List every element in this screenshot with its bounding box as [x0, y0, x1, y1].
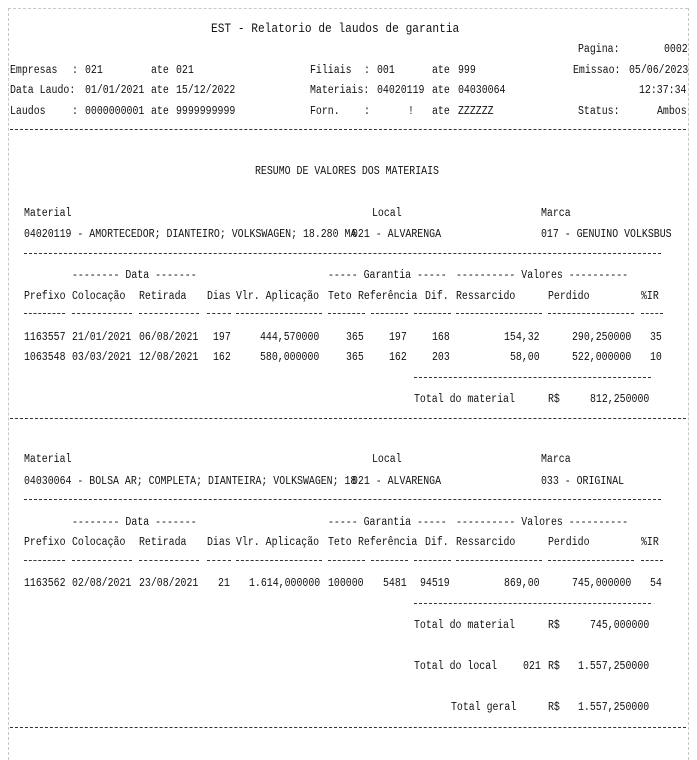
col-colocacao: Colocação	[72, 290, 126, 303]
col-underline	[139, 560, 199, 561]
cell-teto: 365	[346, 351, 364, 364]
col-underline	[641, 560, 663, 561]
cell-colocacao: 21/01/2021	[72, 331, 132, 344]
total-local-code: 021	[523, 660, 541, 673]
cell-ir: 10	[650, 351, 662, 364]
empresas-from: 021	[85, 64, 103, 77]
ate-label: ate	[432, 84, 450, 97]
col-underline	[139, 313, 199, 314]
col-underline	[414, 560, 451, 561]
footer-separator	[10, 727, 686, 728]
empresas-to: 021	[176, 64, 194, 77]
laudos-to: 9999999999	[176, 105, 236, 118]
total-material-label: Total do material	[414, 393, 515, 406]
col-prefixo: Prefixo	[24, 290, 66, 303]
data-laudo-from: 01/01/2021	[85, 84, 145, 97]
cell-dif: 168	[432, 331, 450, 344]
cell-perdido: 745,000000	[572, 577, 632, 590]
material-label: Material	[24, 453, 72, 466]
col-perdido: Perdido	[548, 290, 590, 303]
col-underline	[24, 313, 65, 314]
col-ir: %IR	[641, 536, 659, 549]
marca-value: 017 - GENUINO VOLKSBUS	[541, 228, 672, 241]
material-label: Material	[24, 207, 72, 220]
col-underline	[328, 313, 365, 314]
col-underline	[207, 313, 231, 314]
cell-colocacao: 03/03/2021	[72, 351, 132, 364]
filiais-to: 999	[458, 64, 476, 77]
total-separator	[414, 377, 651, 378]
col-ressarcido: Ressarcido	[456, 290, 516, 303]
valores-group-header: ---------- Valores ----------	[456, 516, 629, 529]
cell-prefixo: 1163557	[24, 331, 66, 344]
cell-vlr: 1.614,000000	[249, 577, 321, 590]
colon: :	[364, 105, 370, 118]
report-title: EST - Relatorio de laudos de garantia	[211, 21, 460, 36]
total-separator	[414, 603, 651, 604]
marca-value: 033 - ORIGINAL	[541, 475, 625, 488]
emissao-label: Emissao:	[573, 64, 621, 77]
cell-prefixo: 1163562	[24, 577, 66, 590]
material-separator	[10, 418, 686, 419]
cell-retirada: 23/08/2021	[139, 577, 199, 590]
col-underline	[548, 313, 634, 314]
col-vlr-aplicacao: Vlr. Aplicação	[236, 536, 320, 549]
col-underline	[24, 560, 65, 561]
cell-teto: 365	[346, 331, 364, 344]
col-teto: Teto	[328, 290, 352, 303]
col-referencia: Referência	[358, 536, 418, 549]
currency-label: R$	[548, 660, 560, 673]
page-border-right	[688, 8, 689, 760]
header-separator	[10, 129, 686, 130]
ate-label: ate	[432, 64, 450, 77]
currency-label: R$	[548, 701, 560, 714]
col-referencia: Referência	[358, 290, 418, 303]
status-value: Ambos	[657, 105, 687, 118]
total-local-value: 1.557,250000	[578, 660, 650, 673]
cell-dias: 162	[213, 351, 231, 364]
marca-label: Marca	[541, 207, 571, 220]
col-teto: Teto	[328, 536, 352, 549]
forn-to: ZZZZZZ	[458, 105, 494, 118]
col-underline	[548, 560, 634, 561]
cell-colocacao: 02/08/2021	[72, 577, 132, 590]
cell-ir: 54	[650, 577, 662, 590]
page-border-left	[8, 8, 9, 760]
total-geral-label: Total geral	[451, 701, 517, 714]
total-geral-value: 1.557,250000	[578, 701, 650, 714]
laudos-label: Laudos	[10, 105, 46, 118]
cell-ref: 5481	[383, 577, 407, 590]
cell-vlr: 444,570000	[260, 331, 320, 344]
marca-label: Marca	[541, 453, 571, 466]
col-underline	[72, 560, 132, 561]
col-underline	[641, 313, 663, 314]
col-ressarcido: Ressarcido	[456, 536, 516, 549]
col-underline	[72, 313, 132, 314]
cell-teto: 100000	[328, 577, 364, 590]
valores-group-header: ---------- Valores ----------	[456, 269, 629, 282]
ate-label: ate	[151, 105, 169, 118]
col-underline	[328, 560, 365, 561]
forn-label: Forn.	[310, 105, 340, 118]
data-group-header: -------- Data -------	[72, 269, 197, 282]
total-material-value: 745,000000	[590, 619, 650, 632]
col-dif: Dif.	[425, 536, 449, 549]
col-underline	[236, 560, 322, 561]
summary-title: RESUMO DE VALORES DOS MATERIAIS	[255, 165, 439, 178]
col-ir: %IR	[641, 290, 659, 303]
filiais-from: 001	[377, 64, 395, 77]
material-description: 04030064 - BOLSA AR; COMPLETA; DIANTEIRA; VOLKSWAGEN; 18	[24, 475, 357, 488]
data-group-header: -------- Data -------	[72, 516, 197, 529]
ate-label: ate	[151, 64, 169, 77]
local-value: 021 - ALVARENGA	[352, 475, 442, 488]
local-label: Local	[372, 207, 402, 220]
col-underline	[236, 313, 322, 314]
col-vlr-aplicacao: Vlr. Aplicação	[236, 290, 320, 303]
cell-perdido: 522,000000	[572, 351, 632, 364]
pagina-value: 0002	[664, 43, 688, 56]
cell-vlr: 580,000000	[260, 351, 320, 364]
section-separator	[24, 253, 661, 254]
total-local-label: Total do local	[414, 660, 498, 673]
local-value: 021 - ALVARENGA	[352, 228, 442, 241]
cell-ressarcido: 869,00	[504, 577, 540, 590]
emissao-value: 05/06/2023	[629, 64, 689, 77]
filiais-label: Filiais	[310, 64, 352, 77]
cell-retirada: 06/08/2021	[139, 331, 199, 344]
cell-retirada: 12/08/2021	[139, 351, 199, 364]
local-label: Local	[372, 453, 402, 466]
ate-label: ate	[151, 84, 169, 97]
empresas-label: Empresas	[10, 64, 58, 77]
col-perdido: Perdido	[548, 536, 590, 549]
col-underline	[414, 313, 451, 314]
col-prefixo: Prefixo	[24, 536, 66, 549]
data-laudo-to: 15/12/2022	[176, 84, 236, 97]
col-dif: Dif.	[425, 290, 449, 303]
colon: :	[72, 105, 78, 118]
garantia-group-header: ----- Garantia -----	[328, 269, 447, 282]
col-underline	[371, 313, 408, 314]
col-underline	[456, 560, 542, 561]
col-underline	[207, 560, 231, 561]
total-material-label: Total do material	[414, 619, 515, 632]
col-retirada: Retirada	[139, 290, 187, 303]
cell-dif: 203	[432, 351, 450, 364]
material-description: 04020119 - AMORTECEDOR; DIANTEIRO; VOLKSWAGEN; 18.280 MA	[24, 228, 357, 241]
col-retirada: Retirada	[139, 536, 187, 549]
currency-label: R$	[548, 619, 560, 632]
materiais-to: 04030064	[458, 84, 506, 97]
materiais-from: 04020119	[377, 84, 425, 97]
cell-dif: 94519	[420, 577, 450, 590]
col-dias: Dias	[207, 290, 231, 303]
cell-ressarcido: 154,32	[504, 331, 540, 344]
pagina-label: Pagina:	[578, 43, 620, 56]
col-colocacao: Colocação	[72, 536, 126, 549]
ate-label: ate	[432, 105, 450, 118]
cell-dias: 21	[218, 577, 230, 590]
currency-label: R$	[548, 393, 560, 406]
colon: :	[72, 64, 78, 77]
col-underline	[456, 313, 542, 314]
section-separator	[24, 499, 661, 500]
cell-dias: 197	[213, 331, 231, 344]
col-underline	[371, 560, 408, 561]
cell-ressarcido: 58,00	[510, 351, 540, 364]
forn-from: !	[408, 105, 414, 118]
laudos-from: 0000000001	[85, 105, 145, 118]
cell-ir: 35	[650, 331, 662, 344]
cell-ref: 162	[389, 351, 407, 364]
cell-perdido: 290,250000	[572, 331, 632, 344]
col-dias: Dias	[207, 536, 231, 549]
hora-value: 12:37:34	[639, 84, 687, 97]
materiais-label: Materiais:	[310, 84, 370, 97]
garantia-group-header: ----- Garantia -----	[328, 516, 447, 529]
colon: :	[364, 64, 370, 77]
cell-prefixo: 1063548	[24, 351, 66, 364]
data-laudo-label: Data Laudo:	[10, 84, 76, 97]
page-border-top	[8, 8, 688, 9]
status-label: Status:	[578, 105, 620, 118]
cell-ref: 197	[389, 331, 407, 344]
total-material-value: 812,250000	[590, 393, 650, 406]
